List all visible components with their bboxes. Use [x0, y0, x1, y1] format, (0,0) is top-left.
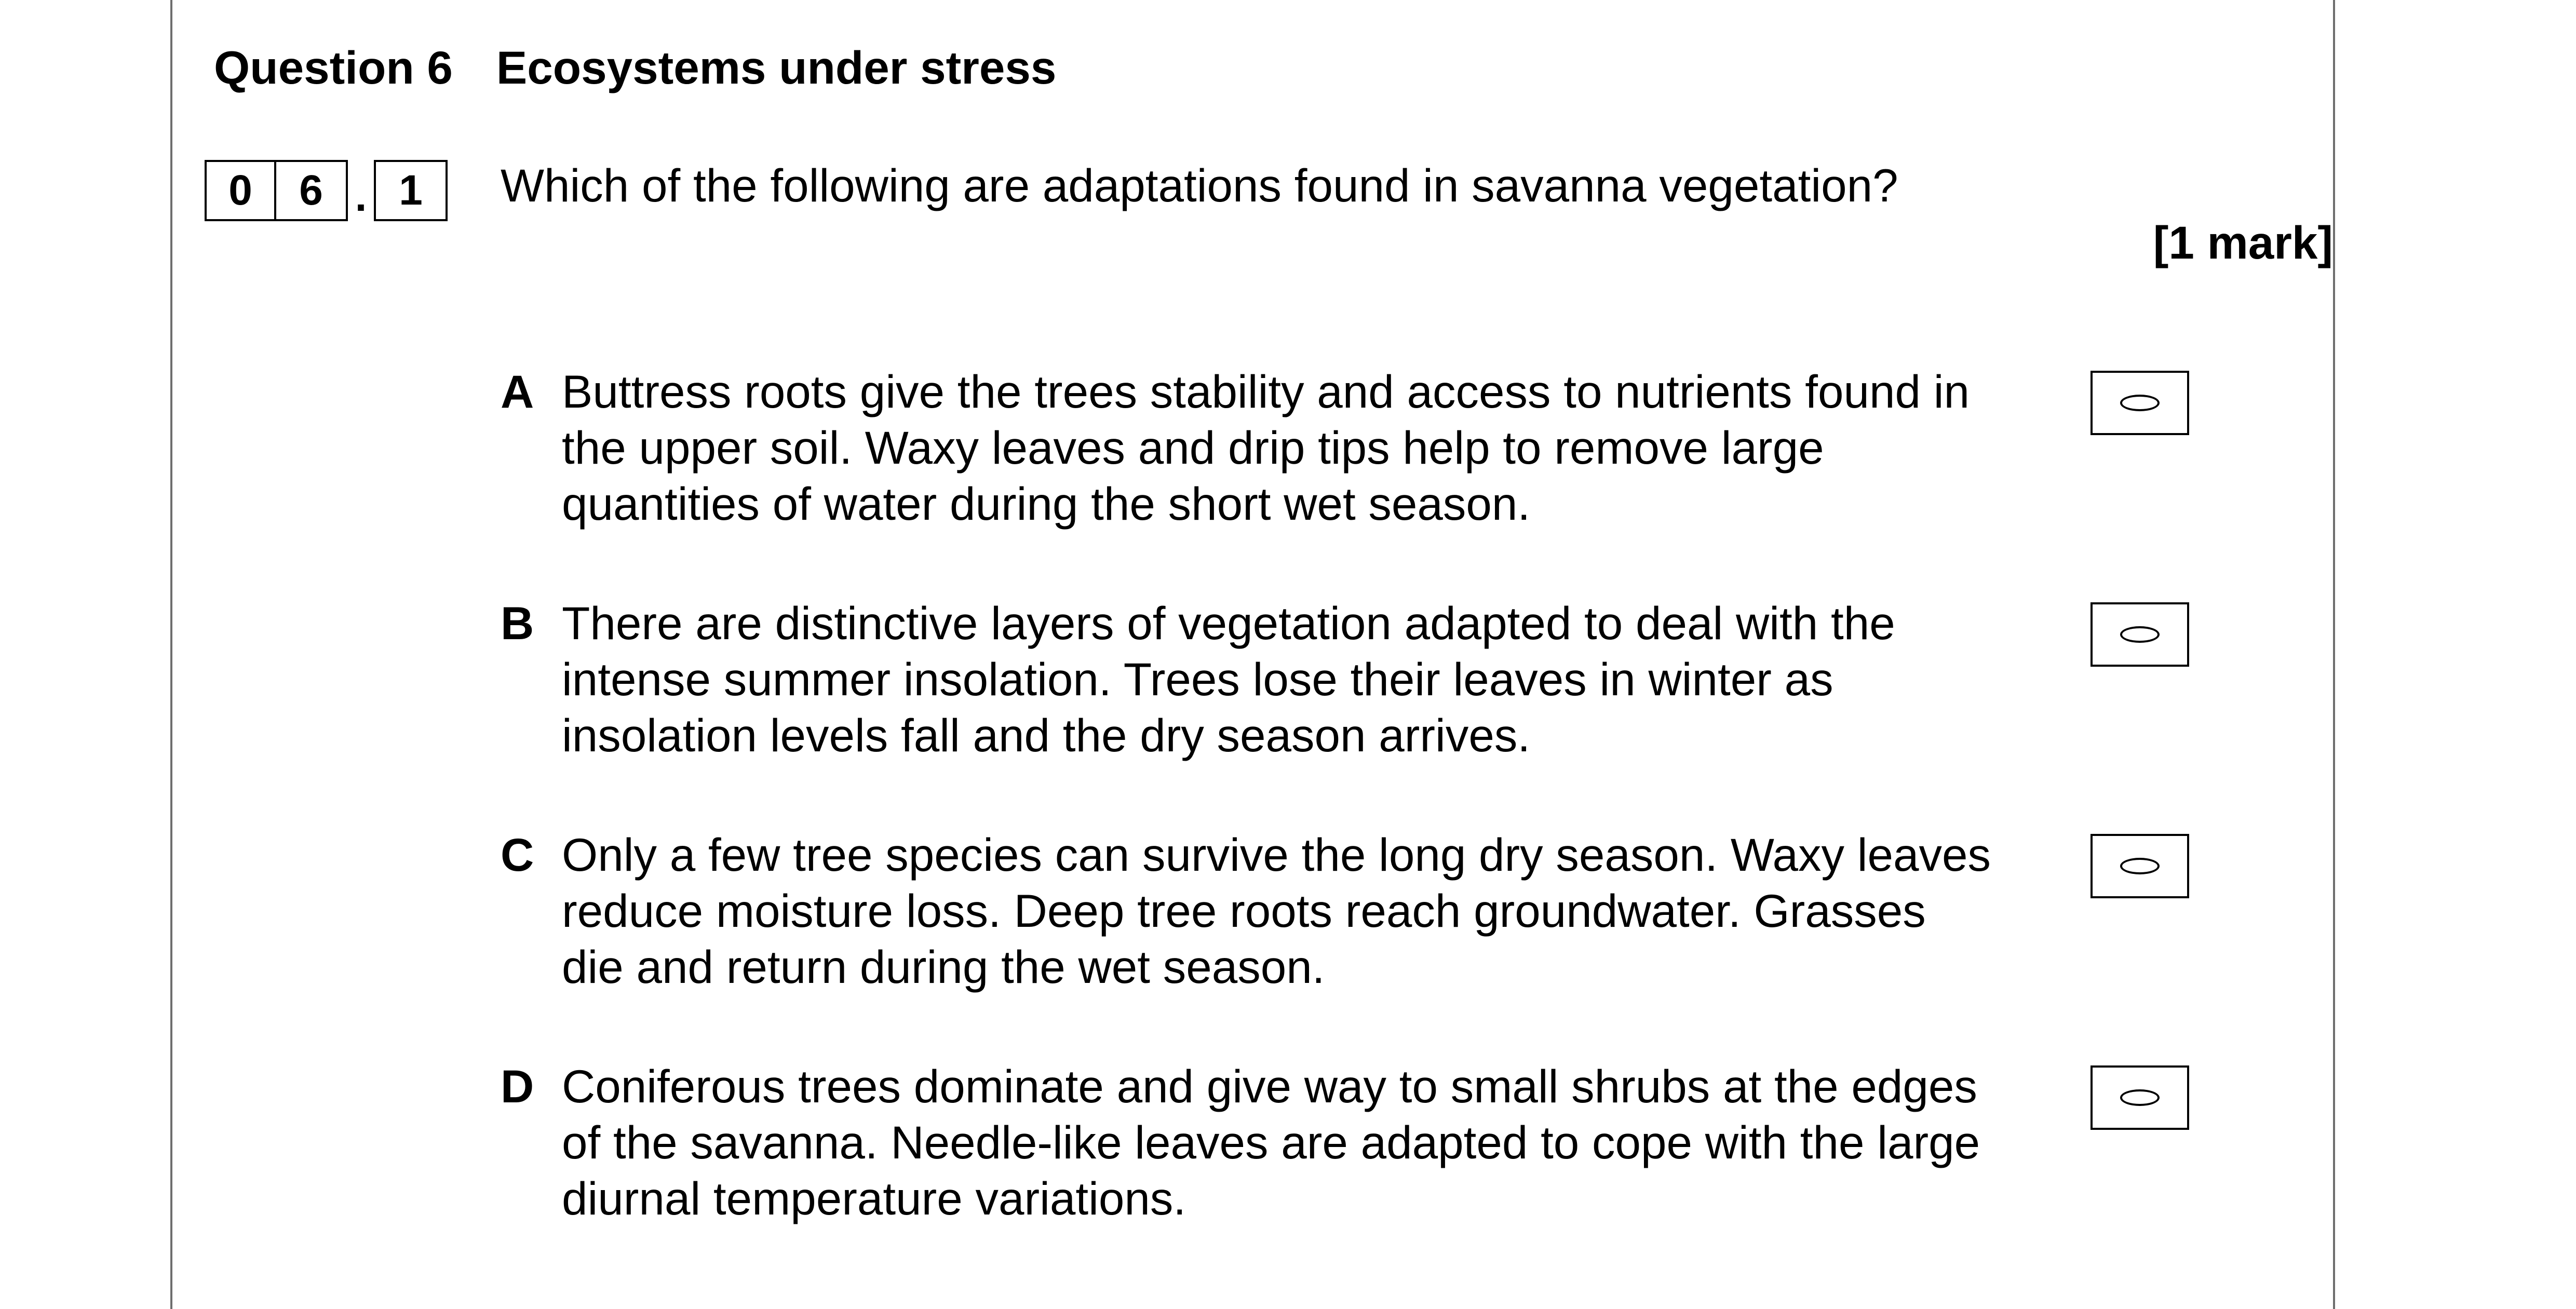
- lozenge-icon[interactable]: [2120, 395, 2160, 411]
- question-stem: Which of the following are adaptations found in savanna vegetation?: [501, 159, 1898, 211]
- option-text-line: Coniferous trees dominate and give way to small shrubs at the edges: [562, 1060, 1977, 1112]
- option-text-line: the upper soil. Waxy leaves and drip tips help to remove large: [562, 422, 1824, 474]
- option-text-line: Buttress roots give the trees stability and access to nutrients found in: [562, 366, 1970, 417]
- right-margin-line: [2333, 0, 2335, 1309]
- option-text-line: Only a few tree species can survive the long dry season. Waxy leaves: [562, 829, 1991, 881]
- option-letter: D: [501, 1060, 534, 1112]
- option-d-answer-box[interactable]: [2091, 1065, 2189, 1130]
- lozenge-icon[interactable]: [2120, 1089, 2160, 1106]
- question-part-number: 1: [374, 160, 448, 221]
- question-number-digit-1: 0: [205, 160, 276, 221]
- left-margin-line: [170, 0, 172, 1309]
- option-text-line: intense summer insolation. Trees lose their leaves in winter as: [562, 653, 1833, 705]
- option-text: [562, 363, 2125, 532]
- option-text: [562, 595, 2125, 763]
- option-text-line: There are distinctive layers of vegetation adapted to deal with the: [562, 597, 1895, 649]
- lozenge-icon[interactable]: [2120, 858, 2160, 874]
- option-text-line: insolation levels fall and the dry season arrives.: [562, 709, 1531, 761]
- option-letter: A: [501, 366, 534, 417]
- option-text-line: of the savanna. Needle-like leaves are adapted to cope with the large: [562, 1116, 1980, 1168]
- option-text-line: quantities of water during the short wet season.: [562, 478, 1531, 530]
- option-c-answer-box[interactable]: [2091, 834, 2189, 898]
- question-header: [214, 42, 1057, 93]
- option-text-line: diurnal temperature variations.: [562, 1172, 1186, 1224]
- option-b-answer-box[interactable]: [2091, 602, 2189, 667]
- question-number-boxes: [205, 157, 448, 221]
- question-number-digit-2: 6: [276, 160, 348, 221]
- option-text-line: die and return during the wet season.: [562, 941, 1325, 993]
- marks-label: [1 mark]: [2153, 217, 2333, 268]
- option-text: [562, 827, 2125, 995]
- option-text-line: reduce moisture loss. Deep tree roots reach groundwater. Grasses: [562, 885, 1926, 937]
- option-text: [562, 1058, 2125, 1226]
- option-letter: C: [501, 829, 534, 881]
- question-number-separator: .: [355, 173, 367, 220]
- lozenge-icon[interactable]: [2120, 626, 2160, 643]
- option-a-answer-box[interactable]: [2091, 371, 2189, 435]
- question-label: Question 6: [214, 42, 453, 93]
- option-letter: B: [501, 597, 534, 649]
- question-title: Ecosystems under stress: [496, 42, 1057, 93]
